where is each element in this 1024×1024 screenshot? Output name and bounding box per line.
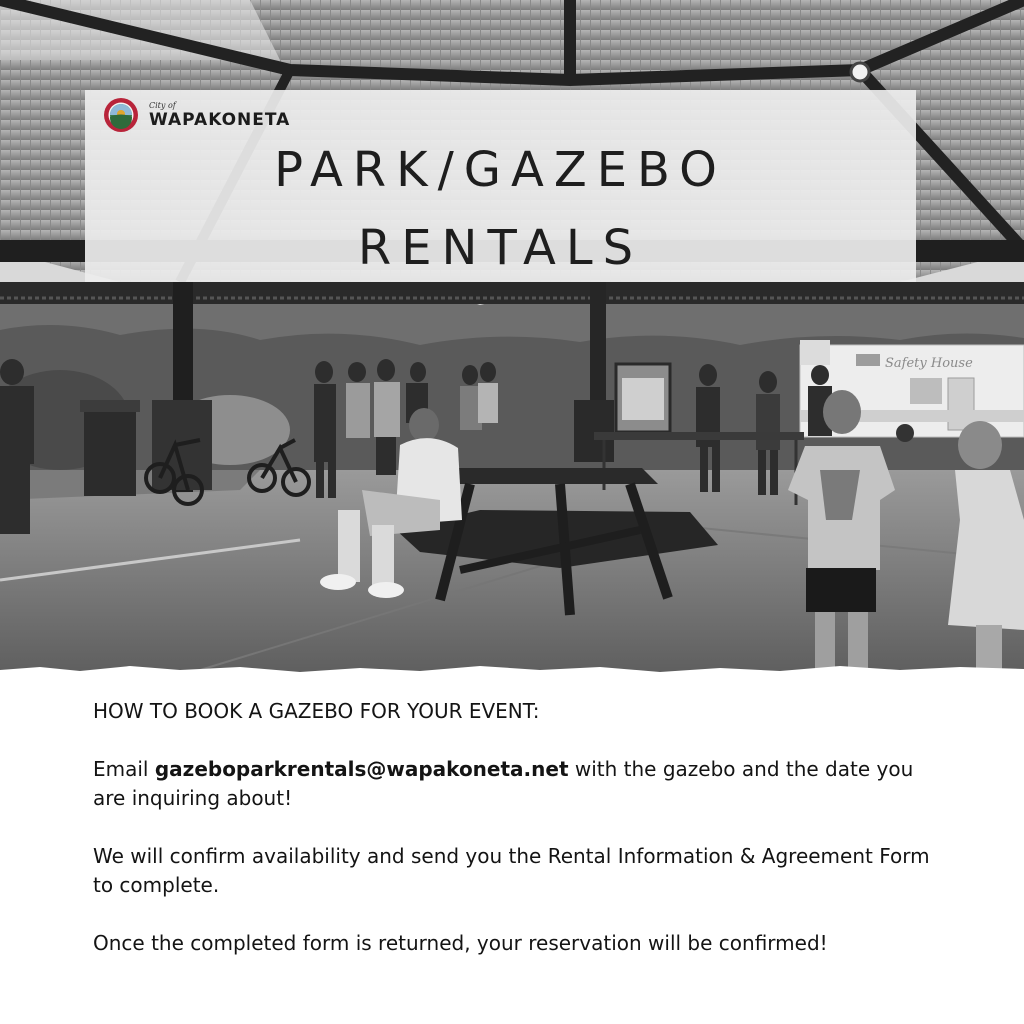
title-banner <box>85 90 916 282</box>
booking-heading: HOW TO BOOK A GAZEBO FOR YOUR EVENT: <box>93 699 540 723</box>
title-line-2: RENTALS <box>357 220 644 276</box>
email-address[interactable]: gazeboparkrentals@wapakoneta.net <box>154 757 569 781</box>
torn-edge <box>0 662 1024 676</box>
city-logo <box>103 95 290 135</box>
logo-city-name: WAPAKONETA <box>149 109 291 130</box>
email-instruction <box>93 755 943 813</box>
city-seal-icon <box>103 97 139 133</box>
title-line-1: PARK/GAZEBO <box>274 142 727 198</box>
logo-city-prefix: City of <box>149 100 176 110</box>
trailer-sign: Safety House <box>885 356 973 371</box>
email-suffix: with the gazebo and the date you are inquiring about! <box>93 757 914 810</box>
confirm-instruction: We will confirm availability and send you the Rental Information & Agreement Form to complete. <box>93 844 930 897</box>
email-prefix: Email <box>93 757 155 781</box>
reservation-note: Once the completed form is returned, your reservation will be confirmed! <box>93 931 828 955</box>
